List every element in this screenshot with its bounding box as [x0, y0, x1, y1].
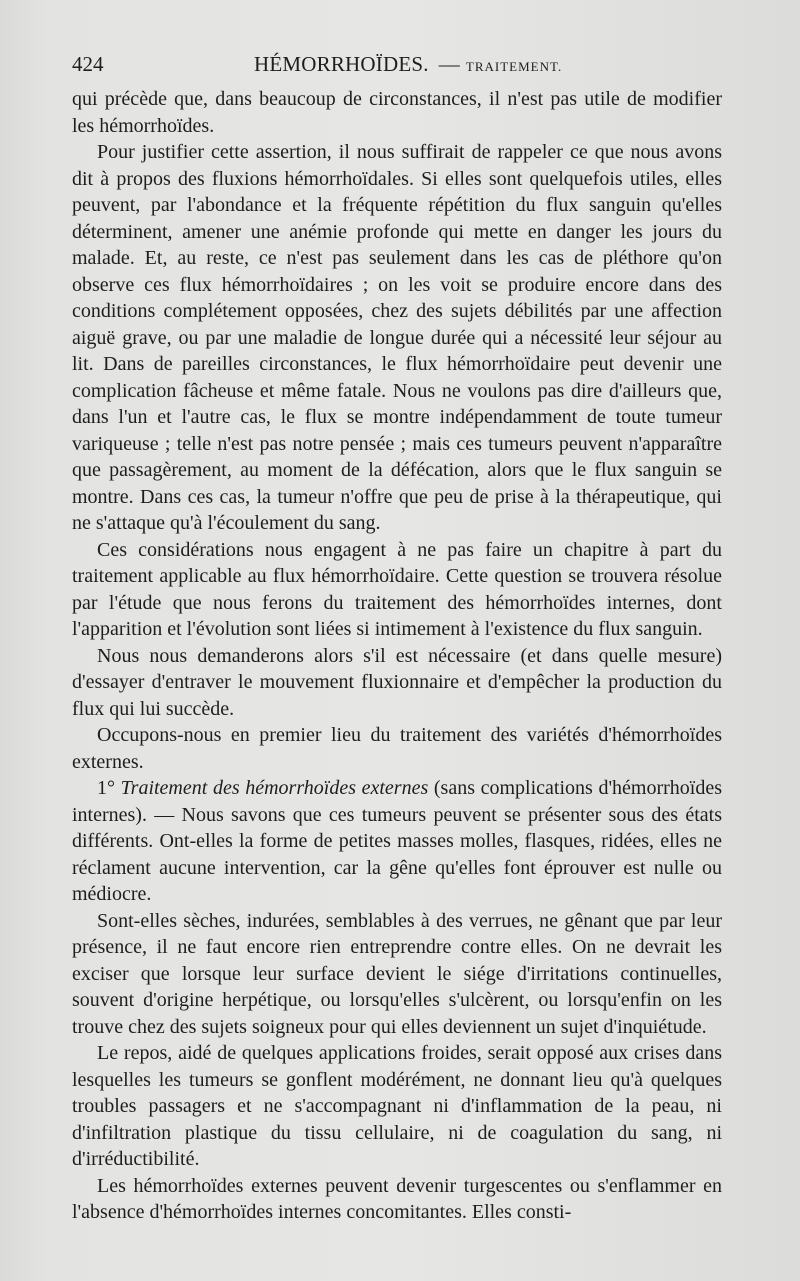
body-text: [72, 86, 722, 1226]
paragraph: Nous nous demanderons alors s'il est nécessaire (et dans quelle mesure) d'essayer d'entraver le mouvement fluxionnaire et d'empêcher la production du flux qui lui succède.: [72, 644, 722, 720]
section-text: (sans complications d'hémorrhoïdes internes). — Nous savons que ces tumeurs peuvent se présenter sous des états différents. Ont-elles la forme de petites masses molles, flasques, ridées, elles ne réclament aucune intervention, car la gêne qu'elles font éprouver est nulle ou médiocre.: [72, 777, 723, 905]
paragraph: Occupons-nous en premier lieu du traitement des variétés d'hémorrhoïdes externes.: [72, 724, 722, 773]
paragraph: Les hémorrhoïdes externes peuvent devenir turgescentes ou s'enflammer en l'absence d'hémorrhoïdes internes concomitantes. Elles consti-: [72, 1174, 722, 1223]
section-number: 1°: [97, 777, 115, 799]
paragraph: Ces considérations nous engagent à ne pas faire un chapitre à part du traitement applicable au flux hémorrhoïdaire. Cette question se trouvera résolue par l'étude que nous ferons du traitement des hémorrhoïdes internes, dont l'apparition et l'évolution sont liées si intimement à l'existence du flux sanguin.: [72, 538, 722, 640]
running-head-separator: —: [438, 52, 460, 76]
section-title: Traitement des hémorrhoïdes externes: [120, 777, 429, 799]
paragraph: Sont-elles sèches, indurées, semblables à des verrues, ne gênant que par leur présence, il ne faut encore rien entreprendre contre elles. On ne devrait les exciser que lorsque leur surface devient le siége d'irritations continuelles, souvent d'origine herpétique, ou lorsqu'elles s'ulcèrent, ou lorsqu'enfin on les trouve chez des sujets soigneux pour qui elles deviennent un sujet d'inquiétude.: [72, 909, 722, 1038]
page-header: [72, 50, 722, 78]
paragraph: qui précède que, dans beaucoup de circonstances, il n'est pas utile de modifier les hémorrhoïdes.: [72, 88, 722, 137]
page-number: 424: [72, 52, 104, 76]
running-head: [254, 52, 562, 77]
section-paragraph: [72, 775, 722, 908]
paragraph: Le repos, aidé de quelques applications froides, serait opposé aux crises dans lesquelles les tumeurs se gonflent modérément, ne donnant lieu qu'à quelques troubles passagers et ne s'accompagnant ni d'inflammation de la peau, ni d'infiltration plastique du tissu cellulaire, ni de coagulation du sang, ni d'irréductibilité.: [72, 1042, 722, 1170]
running-head-subtitle: TRAITEMENT.: [465, 59, 563, 74]
running-head-title: HÉMORRHOÏDES.: [254, 52, 429, 76]
paragraph: Pour justifier cette assertion, il nous suffirait de rappeler ce que nous avons dit à propos des fluxions hémorrhoïdales. Si elles sont quelquefois utiles, elles peuvent, par l'abondance et la fréquente répétition du flux sanguin qu'elles déterminent, amener une anémie profonde qui mette en danger les jours du malade. Et, au reste, ce n'est pas seulement dans les cas de pléthore qu'on observe ces flux hémorrhoïdaires ; on les voit se produire encore dans des conditions complétement opposées, chez des sujets débilités par une affection aiguë grave, ou par une maladie de longue durée qui a nécessité leur séjour au lit. Dans de pareilles circonstances, le flux hémorrhoïdaire peut devenir une complication fâcheuse et même fatale. Nous ne voulons pas dire d'ailleurs que, dans l'un et l'autre cas, le flux se montre indépendamment de toute tumeur variqueuse ; telle n'est pas notre pensée ; mais ces tumeurs peuvent n'apparaître que passagèrement, au moment de la défécation, alors que le flux sanguin se montre. Dans ces cas, la tumeur n'offre que peu de prise à la thérapeutique, qui ne s'attaque qu'à l'écoulement du sang.: [72, 141, 722, 534]
